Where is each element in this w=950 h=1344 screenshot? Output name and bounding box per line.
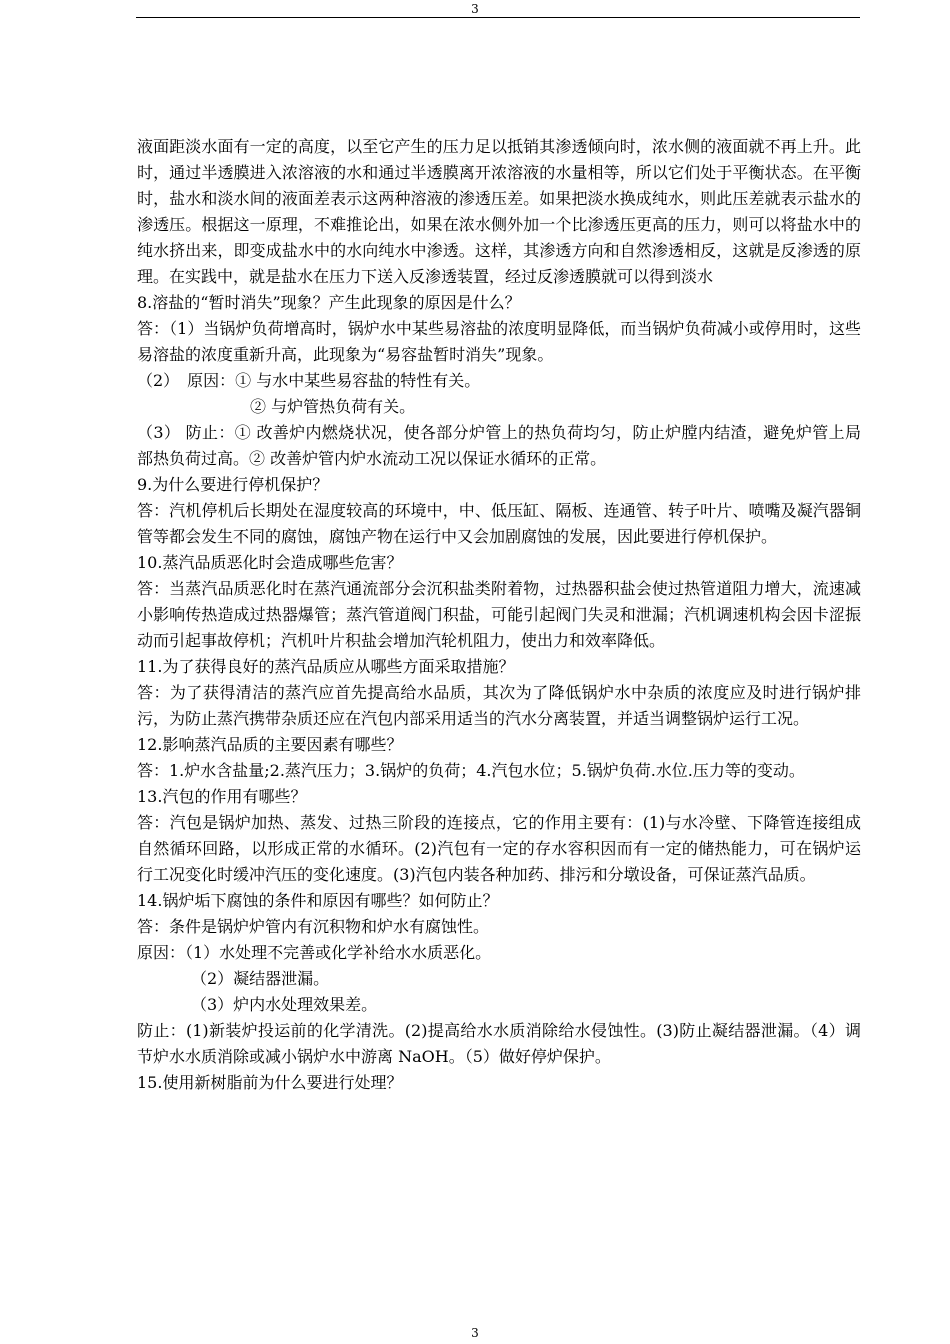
document-body [137,134,861,1096]
question-14: 14.锅炉垢下腐蚀的条件和原因有哪些？如何防止？ [137,891,499,910]
answer-8-reason-1: （2） 原因：① 与水中某些易容盐的特性有关。 [137,371,481,390]
header-page-number: 3 [471,2,479,16]
answer-14-reason-2: （2）凝结器泄漏。 [191,969,330,988]
answer-13: 答：汽包是锅炉加热、蒸发、过热三阶段的连接点，它的作用主要有：(1)与水冷壁、下降管连接组成自然循环回路，以形成正常的水循环。(2)汽包有一定的存水容积因而有一定的储热能力，可在锅炉运行工况变化时缓冲汽压的变化速度。(3)汽包内装各种加药、排污和分墩设备，可保证蒸汽品质。 [137,813,861,884]
question-9: 9.为什么要进行停机保护？ [137,475,329,494]
answer-14-reason-1: 原因：（1）水处理不完善或化学补给水水质恶化。 [137,943,492,962]
answer-14-prevention: 防止：(1)新装炉投运前的化学清洗。(2)提高给水水质消除给水侵蚀性。(3)防止凝结器泄漏。（4）调节炉水水质消除或减小锅炉水中游离 NaOH。（5）做好停炉保护。 [137,1021,861,1066]
footer-page-number: 3 [471,1326,479,1340]
question-10: 10.蒸汽品质恶化时会造成哪些危害？ [137,553,403,572]
answer-10: 答：当蒸汽品质恶化时在蒸汽通流部分会沉积盐类附着物，过热器积盐会使过热管道阻力增大，流速减小影响传热造成过热器爆管；蒸汽管道阀门积盐，可能引起阀门失灵和泄漏；汽机调速机构会因卡涩振动而引起事故停机；汽机叶片积盐会增加汽轮机阻力，使出力和效率降低。 [137,579,861,650]
question-13: 13.汽包的作用有哪些？ [137,787,307,806]
answer-9: 答：汽机停机后长期处在湿度较高的环境中，中、低压缸、隔板、连通管、转子叶片、喷嘴及凝汽器铜管等都会发生不同的腐蚀，腐蚀产物在运行中又会加剧腐蚀的发展，因此要进行停机保护。 [137,501,861,546]
question-15: 15.使用新树脂前为什么要进行处理？ [137,1073,403,1092]
answer-14-condition: 答：条件是锅炉炉管内有沉积物和炉水有腐蚀性。 [137,917,490,936]
question-12: 12.影响蒸汽品质的主要因素有哪些？ [137,735,403,754]
paragraph: 液面距淡水面有一定的高度，以至它产生的压力足以抵销其渗透倾向时，浓水侧的液面就不再上升。此时，通过半透膜进入浓溶液的水和通过半透膜离开浓溶液的水量相等，所以它们处于平衡状态。在平衡时，盐水和淡水间的液面差表示这两种溶液的渗透压差。如果把淡水换成纯水，则此压差就表示盐水的渗透压。根据这一原理，不难推论出，如果在浓水侧外加一个比渗透压更高的压力，则可以将盐水中的纯水挤出来，即变成盐水中的水向纯水中渗透。这样，其渗透方向和自然渗透相反，这就是反渗透的原理。在实践中，就是盐水在压力下送入反渗透装置，经过反渗透膜就可以得到淡水 [137,137,861,286]
answer-8-reason-2: ② 与炉管热负荷有关。 [250,397,416,416]
answer-8-prevention: （3） 防止：① 改善炉内燃烧状况，使各部分炉管上的热负荷均匀，防止炉膛内结渣，避免炉管上局部热负荷过高。② 改善炉管内炉水流动工况以保证水循环的正常。 [137,423,861,468]
question-8: 8.溶盐的“暂时消失”现象？产生此现象的原因是什么？ [137,293,521,312]
answer-14-reason-3: （3）炉内水处理效果差。 [191,995,378,1014]
answer-11: 答：为了获得清洁的蒸汽应首先提高给水品质，其次为了降低锅炉水中杂质的浓度应及时进行锅炉排污，为防止蒸汽携带杂质还应在汽包内部采用适当的汽水分离装置，并适当调整锅炉运行工况。 [137,683,861,728]
question-11: 11.为了获得良好的蒸汽品质应从哪些方面采取措施？ [137,657,515,676]
answer-12: 答：1.炉水含盐量;2.蒸汽压力；3.锅炉的负荷；4.汽包水位；5.锅炉负荷.水位.压力等的变动。 [137,761,805,780]
answer-8: 答：（1）当锅炉负荷增高时，锅炉水中某些易溶盐的浓度明显降低，而当锅炉负荷减小或停用时，这些易溶盐的浓度重新升高，此现象为“易容盐暂时消失”现象。 [137,319,861,364]
header-rule [136,17,860,18]
